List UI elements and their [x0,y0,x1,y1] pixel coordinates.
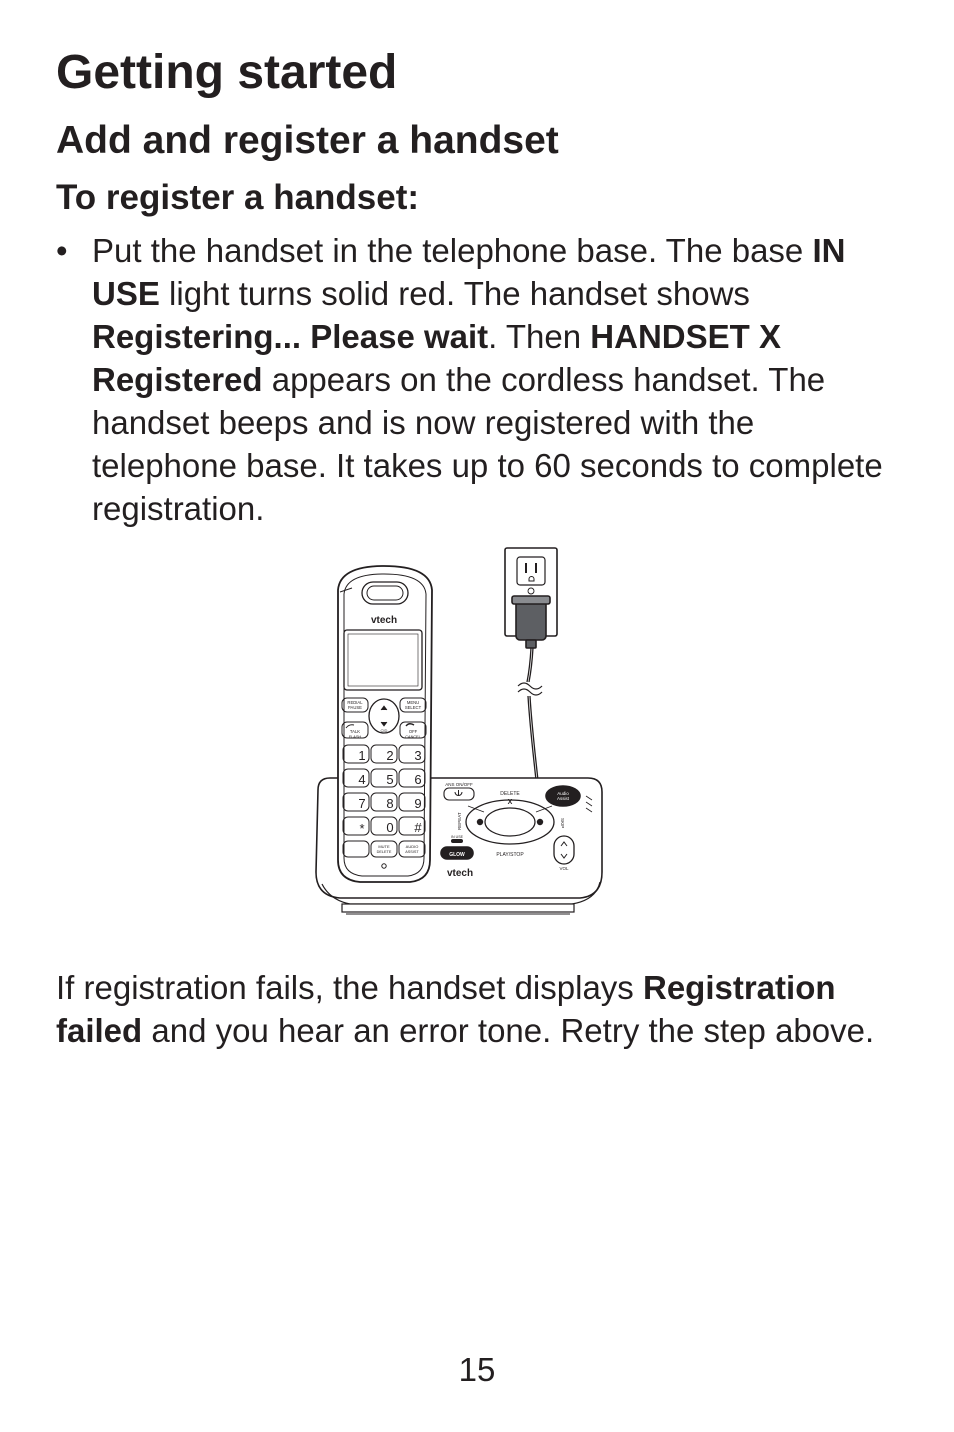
note-text-1: If registration fails, the handset displays [56,969,643,1006]
base-assist: Assist [556,796,570,801]
digit-4: 4 [358,772,366,787]
sub-title: To register a handset: [56,178,420,217]
digit-6: 6 [414,772,422,787]
registration-failed-message: Registration failed [56,969,836,1049]
key-pause: PAUSE [348,705,362,710]
base-delete-mark: X [507,799,513,806]
step-text-3: . Then [488,318,591,355]
phone-drawing [300,540,620,930]
base-delete: DELETE [500,791,520,797]
step-text-2: light turns solid red. The handset shows [159,275,750,312]
key-talk: TALK [349,729,361,734]
power-cord [527,648,533,682]
handset-logo: vtech [370,615,398,626]
base-ans-on-off: ANS ON/OFF [445,782,473,787]
digit-0: 0 [386,820,394,835]
registering-message: Registering... Please wait [92,318,489,355]
key-redial: REDIAL [347,700,363,705]
key-mute: MUTE [378,844,390,849]
base-play-stop: PLAY/STOP [496,852,524,858]
handset-screen [344,630,422,690]
note-text-2: and you hear an error tone. Retry the step above. [142,1012,875,1049]
registered-message: HANDSET X Registered [92,318,781,398]
power-adapter [516,600,546,640]
digit-1: 1 [358,748,366,763]
key-cid: CID [380,728,388,733]
page-number: 15 [458,1351,496,1388]
digit-7: 7 [358,796,366,811]
base-glow: GLOW [449,852,465,858]
key-menu: MENU [406,700,420,705]
in-use-label: IN USE [92,232,846,312]
base-repeat: REPEAT [457,812,462,830]
base-audio: Audio [557,791,569,796]
key-flash: FLASH [348,735,362,739]
key-cancel: CANCEL [405,735,421,739]
key-delete-small: DELETE [376,850,392,854]
key-audio: AUDIO [405,844,419,849]
base-in-use: IN USE [451,835,463,839]
base-logo: vtech [446,868,474,879]
digit-8: 8 [386,796,394,811]
base-skip: SKIP [560,818,565,829]
failure-note [56,966,916,1052]
digit-2: 2 [386,748,394,763]
key-off: OFF [408,729,418,734]
bullet-marker: • [56,232,68,269]
step-text-4: appears on the cordless handset. The handset beeps and is now registered with the telephone base. It takes up to 60 seconds to complete registration. [92,361,883,527]
key-pound: # [414,820,422,835]
key-star: * [359,821,365,836]
step-text [92,229,906,530]
step-text-1: Put the handset in the telephone base. The base [92,232,813,269]
phone-illustration [300,540,620,930]
base-vol: VOL [559,866,569,871]
digit-9: 9 [414,796,422,811]
key-assist: ASSIST [405,850,419,854]
key-select: SELECT [404,705,422,710]
page-title: Getting started [56,46,398,99]
registration-step [56,229,906,530]
digit-5: 5 [386,772,394,787]
section-title: Add and register a handset [56,119,559,162]
digit-3: 3 [414,748,422,763]
